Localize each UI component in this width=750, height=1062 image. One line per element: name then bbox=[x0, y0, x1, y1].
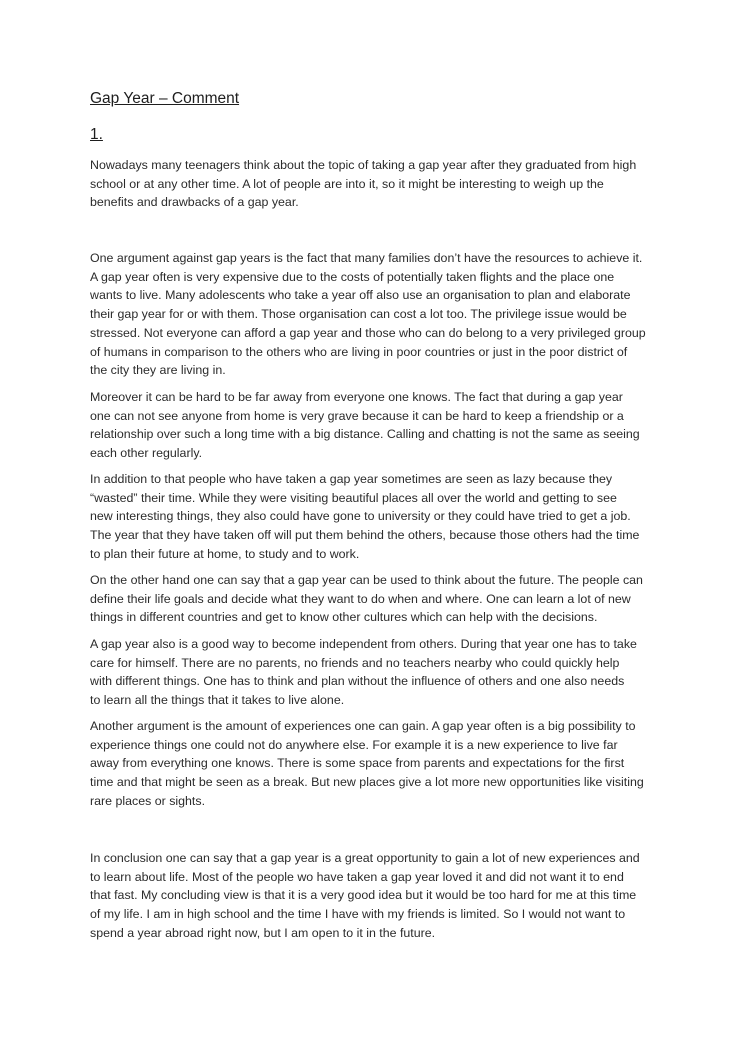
section-number: 1. bbox=[90, 126, 103, 143]
text-line: that fast. My concluding view is that it is a very good idea but it would be too hard for me at this time bbox=[90, 888, 637, 903]
text-line: time and that might be seen as a break. But new places give a lot more new opportunities like visiting bbox=[90, 775, 644, 790]
text-line: with different things. One has to think and plan without the influence of others and one also needs bbox=[90, 674, 625, 689]
text-line: spend a year abroad right now, but I am open to it in the future. bbox=[90, 925, 436, 940]
document-title: Gap Year – Comment bbox=[90, 90, 240, 107]
text-line: things in different countries and get to know other cultures which can help with the decisions. bbox=[90, 610, 598, 625]
text-line: new interesting things, they also could have gone to university or they could have tried to get a job. bbox=[90, 509, 631, 524]
text-line: On the other hand one can say that a gap year can be used to think about the future. The people can bbox=[90, 573, 643, 587]
text-line: One argument against gap years is the fact that many families don’t have the resources to achieve it. bbox=[90, 251, 643, 265]
paragraph-introduction bbox=[90, 156, 670, 212]
text-line: to learn about life. Most of the people wo have taken a gap year loved it and did not want it to end bbox=[90, 869, 624, 884]
text-line: “wasted” their time. While they were visiting beautiful places all over the world and getting to see bbox=[90, 490, 617, 505]
text-line: experience things one could not do anywhere else. For example it is a new experience to live far bbox=[90, 737, 618, 752]
text-line: Nowadays many teenagers think about the topic of taking a gap year after they graduated from high bbox=[90, 158, 637, 172]
paragraph-distance-argument bbox=[90, 388, 670, 463]
text-line: rare places or sights. bbox=[90, 793, 206, 808]
text-line: In addition to that people who have taken a gap year sometimes are seen as lazy because they bbox=[90, 472, 613, 486]
text-line: benefits and drawbacks of a gap year. bbox=[90, 195, 299, 210]
paragraph-future-argument bbox=[90, 571, 670, 627]
text-line: one can not see anyone from home is very grave because it can be hard to keep a friendship or a bbox=[90, 408, 624, 423]
text-line: to learn all the things that it takes to live alone. bbox=[90, 693, 345, 708]
text-line: relationship over such a long time with a big distance. Calling and chatting is not the same as seeing bbox=[90, 427, 640, 442]
text-line: each other regularly. bbox=[90, 446, 203, 461]
text-line: The year that they have taken off will put them behind the others, because those others had the time bbox=[90, 528, 640, 543]
text-line: A gap year also is a good way to become independent from others. During that year one has to take bbox=[90, 637, 637, 651]
paragraph-independence-argument bbox=[90, 635, 670, 710]
text-line: to plan their future at home, to study and to work. bbox=[90, 546, 360, 561]
text-line: of my life. I am in high school and the time I have with my friends is limited. So I would not want to bbox=[90, 907, 626, 922]
paragraph-conclusion bbox=[90, 849, 670, 943]
text-line: define their life goals and decide what they want to do when and where. One can learn a lot of new bbox=[90, 591, 631, 606]
text-line: stressed. Not everyone can afford a gap year and those who can do belong to a very privileged group bbox=[90, 325, 646, 340]
text-line: the city they are living in. bbox=[90, 363, 226, 378]
text-line: of humans in comparison to the others who are living in poor countries or just in the poor district of bbox=[90, 344, 628, 359]
text-line: wants to live. Many adolescents who take a year off also use an organisation to plan and elaborate bbox=[90, 288, 631, 303]
text-line: Another argument is the amount of experiences one can gain. A gap year often is a big possibility to bbox=[90, 719, 636, 733]
text-line: A gap year often is very expensive due to the costs of potentially taken flights and the place one bbox=[90, 269, 615, 284]
text-line: school or at any other time. A lot of people are into it, so it might be interesting to weigh up the bbox=[90, 176, 604, 191]
paragraph-cost-argument bbox=[90, 249, 670, 380]
text-line: In conclusion one can say that a gap year is a great opportunity to gain a lot of new experiences and bbox=[90, 851, 640, 865]
paragraph-lazy-argument bbox=[90, 470, 670, 564]
text-line: Moreover it can be hard to be far away from everyone one knows. The fact that during a gap year bbox=[90, 390, 623, 404]
text-line: away from everything one knows. There is some space from parents and expectations for the first bbox=[90, 756, 625, 771]
text-line: their gap year for or with them. Those organisation can cost a lot too. The privilege issue would be bbox=[90, 307, 627, 322]
text-line: care for himself. There are no parents, no friends and no teachers nearby who could quickly help bbox=[90, 655, 620, 670]
paragraph-experience-argument bbox=[90, 717, 670, 811]
